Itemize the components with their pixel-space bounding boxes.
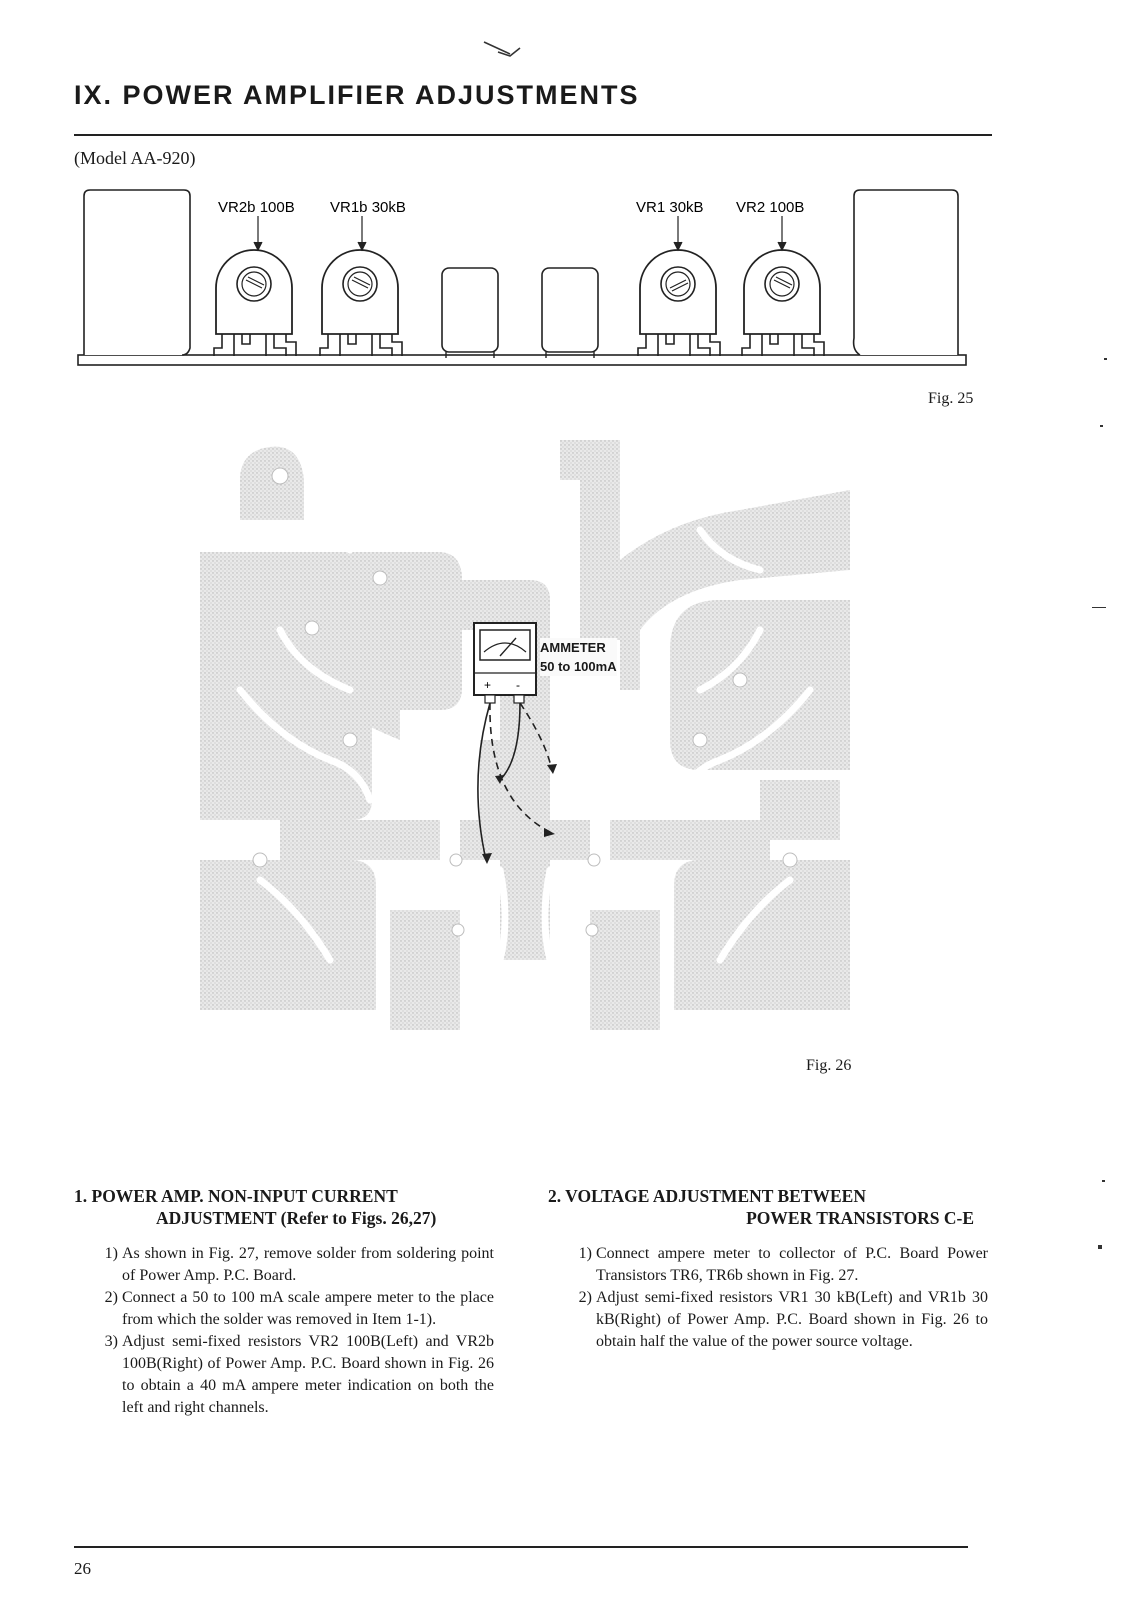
step1-list	[74, 1243, 514, 1419]
ammeter-minus: -	[516, 678, 520, 692]
list-item	[74, 1331, 514, 1419]
ammeter-icon	[474, 623, 536, 703]
step1-section	[74, 1185, 514, 1419]
ammeter-label-line2: 50 to 100mA	[540, 659, 617, 674]
model-label: (Model AA-920)	[74, 148, 196, 168]
list-item	[74, 1287, 514, 1331]
step1-heading	[74, 1185, 514, 1229]
top-rule	[74, 134, 992, 136]
item-text: Adjust semi-fixed resistors VR1 30 kB(Left) and VR1b 30 kB(Right) of Power Amp. P.C. Board shown in Fig. 26 to obtain half the value of the power source voltage.	[596, 1289, 988, 1350]
pot-vr1b	[320, 250, 402, 356]
label-vr2b: VR2b 100B	[218, 199, 295, 216]
fig26-caption: Fig. 26	[806, 1057, 852, 1074]
step1-heading-line2: ADJUSTMENT (Refer to Figs. 26,27)	[156, 1208, 437, 1228]
ammeter-plus: +	[484, 678, 492, 692]
ammeter-label-line1: AMMETER	[540, 640, 606, 655]
margin-speck	[1102, 1180, 1105, 1182]
margin-speck	[1100, 425, 1103, 427]
item-number: 1)	[578, 1245, 592, 1262]
fig25-caption: Fig. 25	[928, 390, 974, 407]
pot-vr1	[638, 250, 720, 356]
item-text: Adjust semi-fixed resistors VR2 100B(Left) and VR2b 100B(Right) of Power Amp. P.C. Board shown in Fig. 26 to obtain a 40 mA ampere meter indication on both the left and right channels.	[122, 1333, 494, 1416]
check-mark-icon	[480, 38, 530, 74]
item-text: As shown in Fig. 27, remove solder from soldering point of Power Amp. P.C. Board.	[122, 1245, 494, 1284]
step2-heading	[548, 1185, 988, 1229]
section-title: IX. POWER AMPLIFIER ADJUSTMENTS	[74, 80, 640, 110]
step1-heading-line1: 1. POWER AMP. NON-INPUT CURRENT	[74, 1186, 398, 1206]
item-number: 2)	[104, 1289, 118, 1306]
item-text: Connect ampere meter to collector of P.C. Board Power Transistors TR6, TR6b shown in Fig. 27.	[596, 1245, 988, 1284]
step2-section	[548, 1185, 988, 1353]
margin-speck	[1092, 607, 1106, 608]
item-number: 1)	[104, 1245, 118, 1262]
ammeter-label	[540, 638, 617, 676]
label-vr2: VR2 100B	[736, 199, 805, 216]
item-number: 3)	[104, 1333, 118, 1350]
list-item	[74, 1243, 514, 1287]
label-vr1b: VR1b 30kB	[330, 199, 406, 216]
item-text: Connect a 50 to 100 mA scale ampere meter to the place from which the solder was removed in Item 1-1).	[122, 1289, 494, 1328]
label-vr1: VR1 30kB	[636, 199, 704, 216]
margin-speck	[1104, 358, 1107, 360]
fig26-pcb-diagram	[200, 440, 850, 1030]
page-number: 26	[74, 1559, 91, 1578]
pot-vr2	[742, 250, 824, 356]
list-item	[548, 1243, 988, 1287]
fig25-board-diagram	[74, 188, 974, 373]
list-item	[548, 1287, 988, 1353]
item-number: 2)	[578, 1289, 592, 1306]
step2-list	[548, 1243, 988, 1353]
step2-heading-line1: 2. VOLTAGE ADJUSTMENT BETWEEN	[548, 1186, 866, 1206]
bottom-rule	[74, 1546, 968, 1548]
pot-vr2b	[214, 250, 296, 356]
step2-heading-line2: POWER TRANSISTORS C-E	[746, 1208, 974, 1228]
margin-speck	[1098, 1245, 1102, 1249]
